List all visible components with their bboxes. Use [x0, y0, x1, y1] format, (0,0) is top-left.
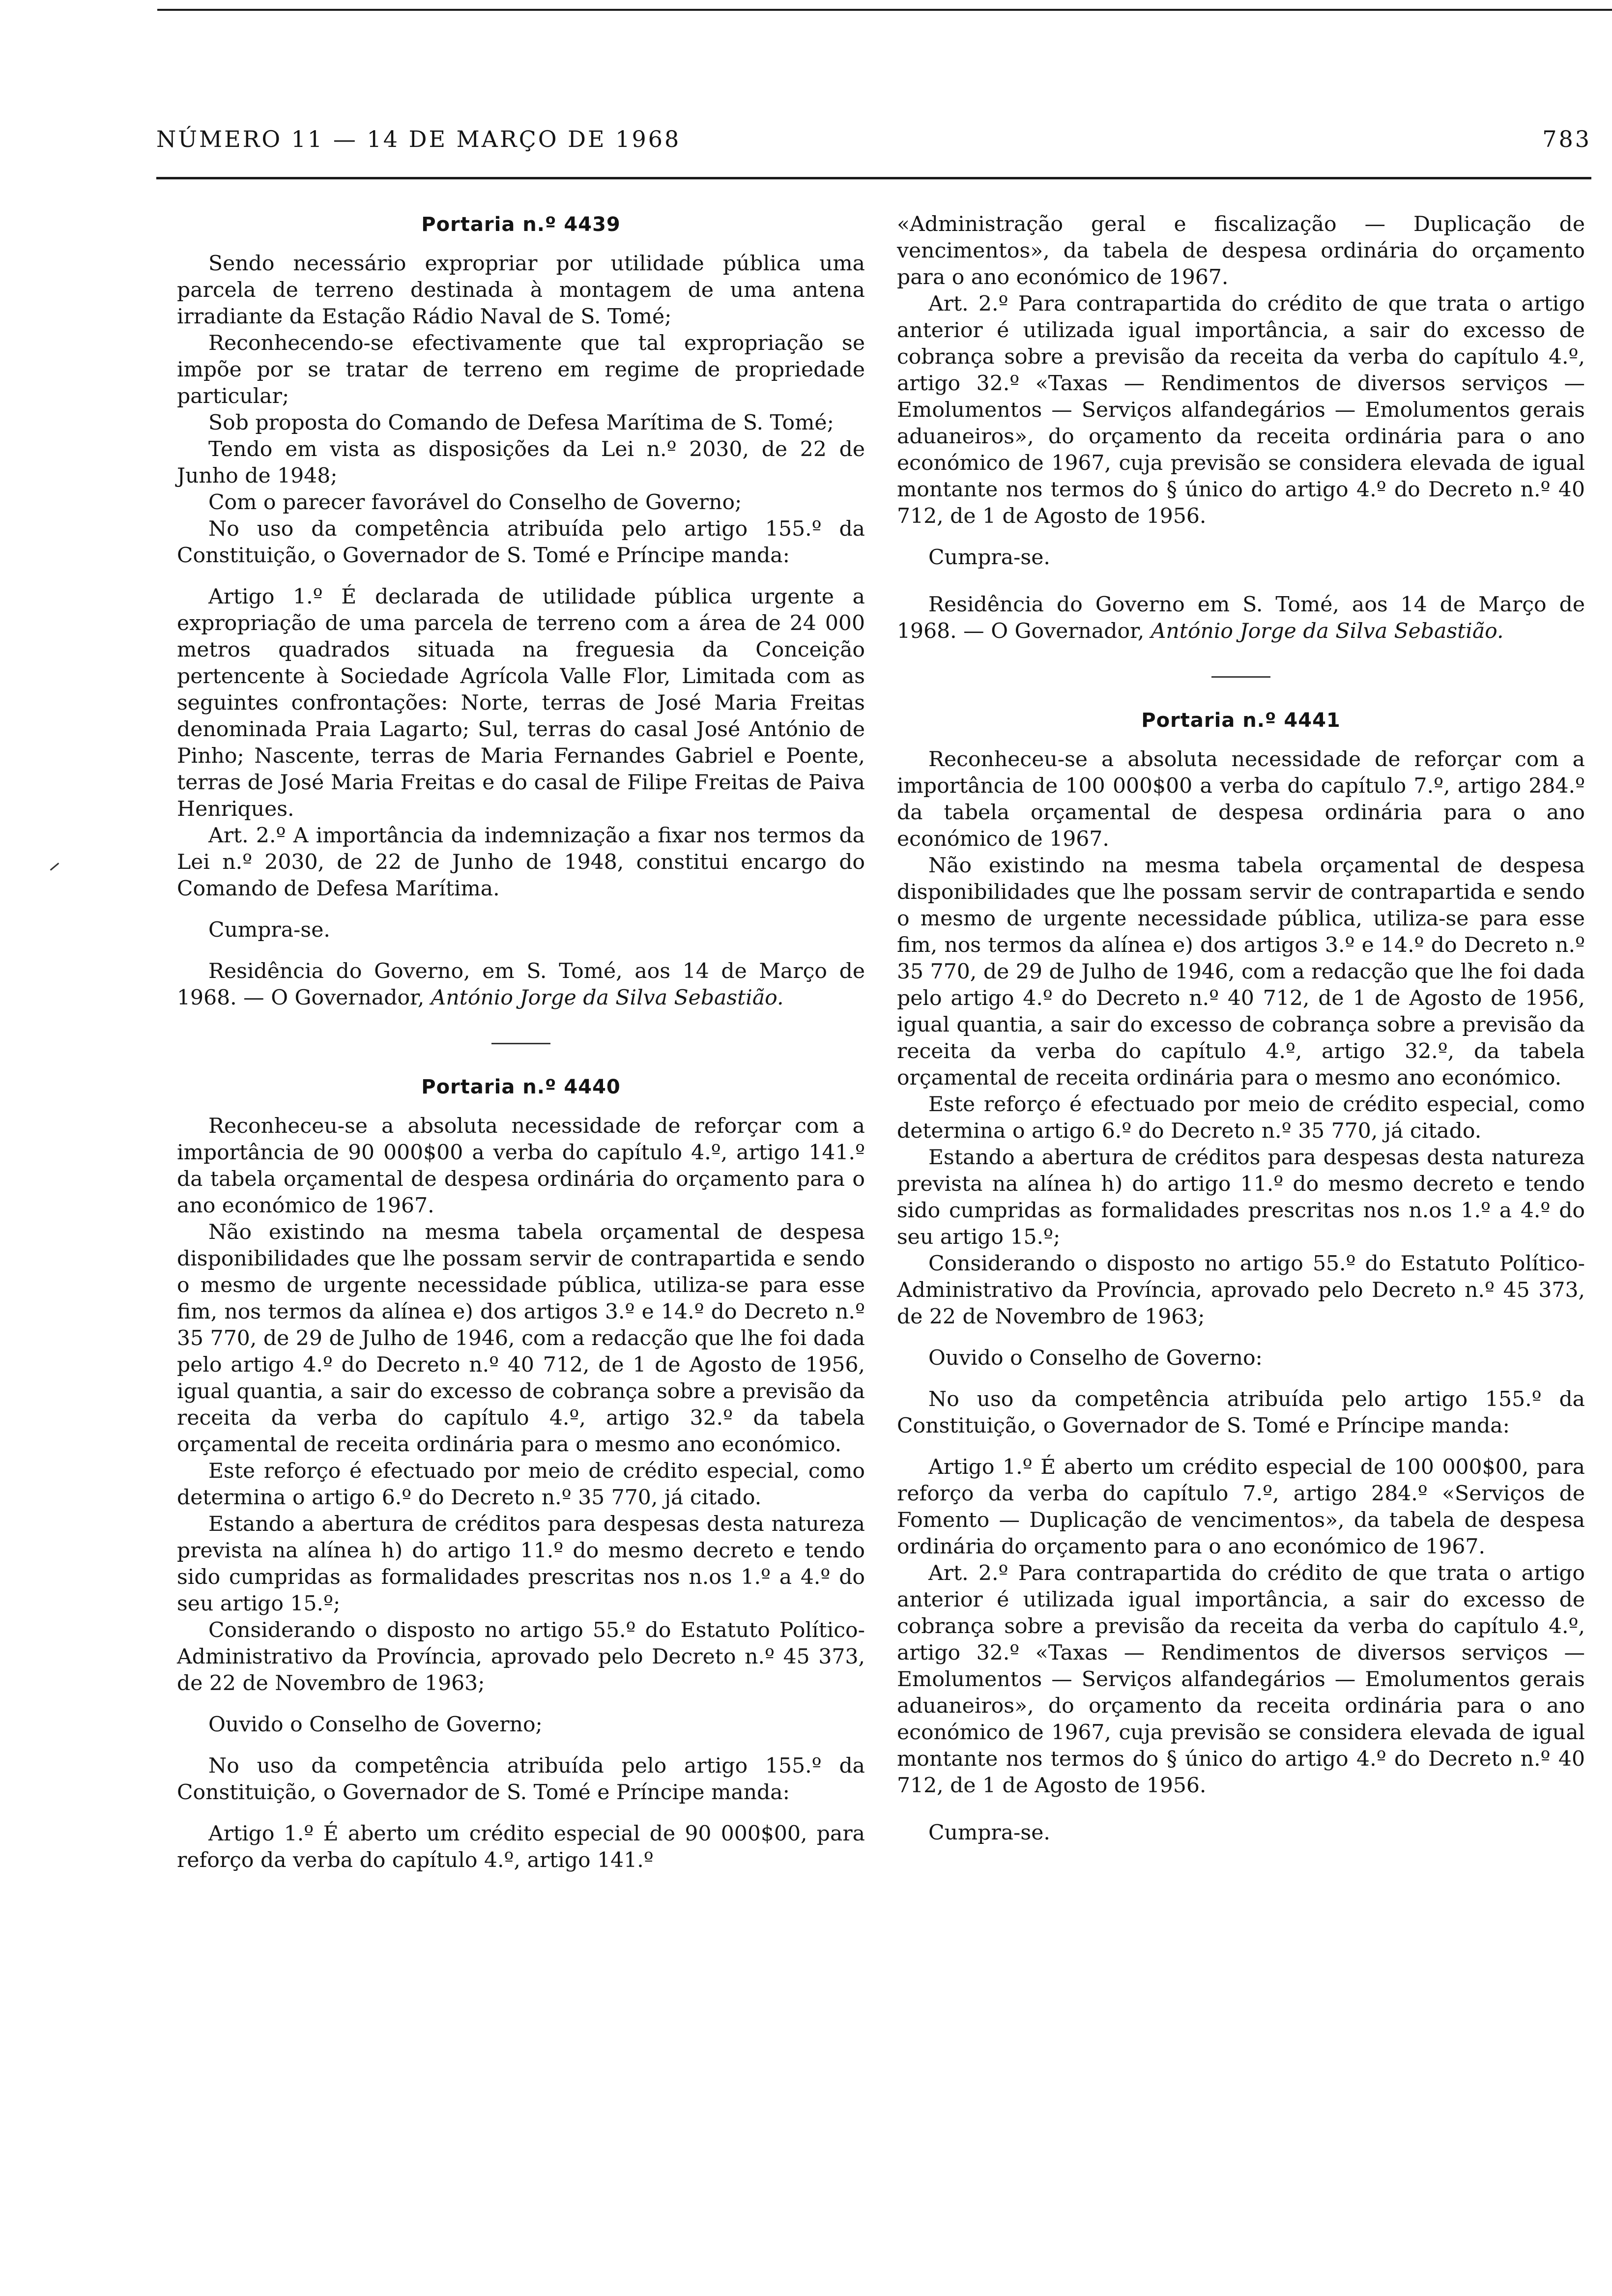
- header-rule: [156, 177, 1591, 179]
- portaria-4441-title: Portaria n.º 4441: [1141, 709, 1341, 732]
- section-separator: [1211, 676, 1270, 678]
- paragraph: Sob proposta do Comando de Defesa Marítima de S. Tomé;: [208, 411, 834, 435]
- paragraph: Não existindo na mesma tabela orçamental de despesa disponibilidades que lhe possam servir de contrapartida e sendo o mesmo de urgente necessidade pública, utiliza-se para esse fim, nos termos da alínea e) dos artigos 3.º e 14.º do Decreto n.º 35 770, de 29 de Julho de 1946, com a redacção que lhe foi dada pelo artigo 4.º do Decreto n.º 40 712, de 1 de Agosto de 1956, igual quantia, a sair do excesso de cobrança sobre a previsão da receita da verba do capítulo 4.º, artigo 32.º, da tabela orçamental de receita ordinária para o mesmo ano económico.: [897, 854, 1585, 1090]
- paragraph: Cumpra-se.: [928, 545, 1050, 570]
- paragraph: Cumpra-se.: [928, 1821, 1050, 1845]
- paragraph: Estando a abertura de créditos para despesas desta natureza prevista na alínea h) do artigo 11.º do mesmo decreto e tendo sido cumpridas as formalidades prescritas nos n.os 1.º a 4.º do seu artigo 15.º;: [177, 1512, 865, 1616]
- residence-line: [177, 958, 865, 1011]
- page-number: 783: [1542, 126, 1591, 152]
- paragraph: Com o parecer favorável do Conselho de Governo;: [208, 490, 742, 515]
- residence-text: Residência do Governo, em S. Tomé, aos 14 de Março de 1968. — O Governador,: [177, 959, 865, 1010]
- paragraph: Sendo necessário expropriar por utilidade pública uma parcela de terreno destinada à montagem de uma antena irradiante da Estação Rádio Naval de S. Tomé;: [177, 252, 865, 329]
- paragraph: Este reforço é efectuado por meio de crédito especial, como determina o artigo 6.º do Decreto n.º 35 770, já citado.: [177, 1459, 865, 1510]
- paragraph: Ouvido o Conselho de Governo:: [928, 1346, 1263, 1370]
- paragraph: No uso da competência atribuída pelo artigo 155.º da Constituição, o Governador de S. Tomé e Príncipe manda:: [177, 517, 865, 568]
- governor-signature: António Jorge da Silva Sebastião.: [1151, 619, 1504, 643]
- paragraph: Art. 2.º Para contrapartida do crédito de que trata o artigo anterior é utilizada igual importância, a sair do excesso de cobrança sobre a previsão da receita da verba do capítulo 4.º, artigo 32.º «Taxas — Rendimentos de diversos serviços — Emolumentos — Serviços alfandegários — Emolumentos gerais aduaneiros», do orçamento da receita ordinária para o ano económico de 1967, cuja previsão se considera elevada de igual montante nos termos do § único do artigo 4.º do Decreto n.º 40 712, de 1 de Agosto de 1956.: [897, 292, 1585, 528]
- governor-signature: António Jorge da Silva Sebastião.: [431, 986, 784, 1010]
- paragraph: Art. 2.º Para contrapartida do crédito de que trata o artigo anterior é utilizada igual importância, a sair do excesso de cobrança sobre a previsão da receita da verba do capítulo 4.º, artigo 32.º «Taxas — Rendimentos de diversos serviços — Emolumentos — Serviços alfandegários — Emolumentos gerais aduaneiros», do orçamento da receita ordinária para o ano económico de 1967, cuja previsão se considera elevada de igual montante nos termos do § único do artigo 4.º do Decreto n.º 40 712, de 1 de Agosto de 1956.: [897, 1561, 1585, 1798]
- paragraph: Artigo 1.º É aberto um crédito especial de 100 000$00, para reforço da verba do capítulo 7.º, artigo 284.º «Serviços de Fomento — Duplicação de vencimentos», da tabela de despesa ordinária do orçamento para o ano económico de 1967.: [897, 1455, 1585, 1559]
- issue-title: NÚMERO 11 — 14 DE MARÇO DE 1968: [156, 126, 681, 152]
- paragraph: Este reforço é efectuado por meio de crédito especial, como determina o artigo 6.º do Decreto n.º 35 770, já citado.: [897, 1092, 1585, 1143]
- residence-line: [897, 592, 1585, 645]
- paragraph: Considerando o disposto no artigo 55.º do Estatuto Político-Administrativo da Província, aprovado pelo Decreto n.º 45 373, de 22 de Novembro de 1963;: [177, 1618, 865, 1695]
- paragraph: Cumpra-se.: [208, 918, 330, 942]
- paragraph: Tendo em vista as disposições da Lei n.º 2030, de 22 de Junho de 1948;: [177, 437, 865, 488]
- section-separator: [491, 1043, 550, 1044]
- portaria-4440-title: Portaria n.º 4440: [421, 1076, 621, 1098]
- paragraph: Reconheceu-se a absoluta necessidade de reforçar com a importância de 100 000$00 a verba do capítulo 7.º, artigo 284.º da tabela orçamental de despesa ordinária para o ano económico de 1967.: [897, 747, 1585, 851]
- paragraph: Não existindo na mesma tabela orçamental de despesa disponibilidades que lhe possam servir de contrapartida e sendo o mesmo de urgente necessidade pública, utiliza-se para esse fim, nos termos da alínea e) dos artigos 3.º e 14.º do Decreto n.º 35 770, de 29 de Julho de 1946, com a redacção que lhe foi dada pelo artigo 4.º do Decreto n.º 40 712, de 1 de Agosto de 1956, igual quantia, a sair do excesso de cobrança sobre a previsão da receita da verba do capítulo 4.º, artigo 32.º da tabela orçamental de receita ordinária para o mesmo ano económico.: [177, 1220, 865, 1457]
- paragraph: Reconheceu-se a absoluta necessidade de reforçar com a importância de 90 000$00 a verba do capítulo 4.º, artigo 141.º da tabela orçamental de despesa ordinária do orçamento para o ano económico de 1967.: [177, 1114, 865, 1218]
- portaria-4439-title: Portaria n.º 4439: [421, 213, 621, 236]
- page-header: [156, 126, 1591, 165]
- paragraph: Estando a abertura de créditos para despesas desta natureza prevista na alínea h) do artigo 11.º do mesmo decreto e tendo sido cumpridas as formalidades prescritas nos n.os 1.º a 4.º do seu artigo 15.º;: [897, 1146, 1585, 1249]
- paragraph: Artigo 1.º É aberto um crédito especial de 90 000$00, para reforço da verba do capítulo 4.º, artigo 141.º: [177, 1822, 865, 1872]
- left-column: [177, 211, 865, 1874]
- paragraph: No uso da competência atribuída pelo artigo 155.º da Constituição, o Governador de S. Tomé e Príncipe manda:: [897, 1387, 1585, 1438]
- margin-mark: [50, 862, 59, 870]
- paragraph: Considerando o disposto no artigo 55.º do Estatuto Político-Administrativo da Província, aprovado pelo Decreto n.º 45 373, de 22 de Novembro de 1963;: [897, 1252, 1585, 1329]
- paragraph: Ouvido o Conselho de Governo;: [208, 1713, 543, 1737]
- residence-text: Residência do Governo em S. Tomé, aos 14 de Março de 1968. — O Governador,: [897, 593, 1585, 643]
- top-border-rule: [157, 9, 1612, 11]
- paragraph: No uso da competência atribuída pelo artigo 155.º da Constituição, o Governador de S. Tomé e Príncipe manda:: [177, 1754, 865, 1805]
- paragraph: Artigo 1.º É declarada de utilidade pública urgente a expropriação de uma parcela de terreno com a área de 24 000 metros quadrados situada na freguesia da Conceição pertencente à Sociedade Agrícola Valle Flor, Limitada com as seguintes confrontações: Norte, terras de José Maria Freitas denominada Praia Lagarto; Sul, terras do casal José António de Pinho; Nascente, terras de Maria Fernandes Gabriel e Poente, terras de José Maria Freitas e do casal de Filipe Freitas de Paiva Henriques.: [177, 585, 865, 821]
- paragraph: Reconhecendo-se efectivamente que tal expropriação se impõe por se tratar de terreno em regime de propriedade particular;: [177, 331, 865, 408]
- paragraph: Art. 2.º A importância da indemnização a fixar nos termos da Lei n.º 2030, de 22 de Junho de 1948, constitui encargo do Comando de Defesa Marítima.: [177, 824, 865, 901]
- paragraph: «Administração geral e fiscalização — Duplicação de vencimentos», da tabela de despesa ordinária do orçamento para o ano económico de 1967.: [897, 212, 1585, 289]
- right-column: [897, 211, 1585, 1846]
